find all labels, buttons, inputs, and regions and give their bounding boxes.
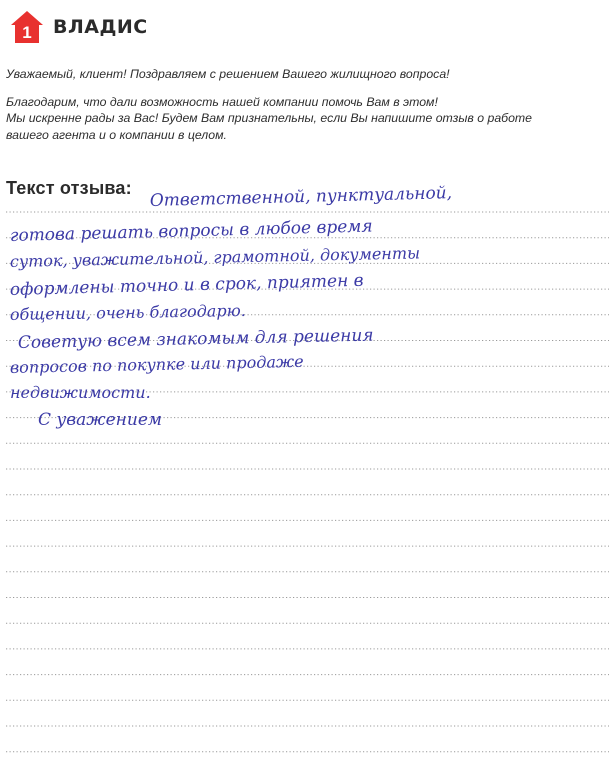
review-line-3: суток, уважительной, грамотной, документы xyxy=(9,243,421,271)
intro-text xyxy=(6,66,606,143)
review-line-4: оформлены точно и в срок, приятен в xyxy=(9,270,364,300)
logo-digit: 1 xyxy=(22,23,32,42)
brand-name: ВЛАДИС xyxy=(53,16,148,38)
review-line-5: общении, очень благодарю. xyxy=(9,300,246,324)
brand-logo xyxy=(10,10,148,44)
greeting-line: Уважаемый, клиент! Поздравляем с решением Вашего жилищного вопроса! xyxy=(6,67,450,81)
house-logo-icon xyxy=(10,10,44,44)
review-line-6: Советую всем знакомым для решения xyxy=(17,325,374,353)
review-label: Текст отзыва: xyxy=(6,178,132,198)
review-line-7: вопросов по покупке или продаже xyxy=(9,351,304,377)
review-line-2: готова решать вопросы в любое время xyxy=(9,216,373,246)
review-line-1: Ответственной, пунктуальной, xyxy=(149,183,453,211)
request-line-1: Мы искренне рады за Вас! Будем Вам признательны, если Вы напишите отзыв о работе xyxy=(6,111,533,125)
thanks-line: Благодарим, что дали возможность нашей компании помочь Вам в этом! xyxy=(6,94,438,109)
request-line-2: вашего агента и о компании в целом. xyxy=(6,127,227,142)
review-line-8: недвижимости. xyxy=(10,383,151,402)
review-line-9: С уважением xyxy=(38,410,162,430)
